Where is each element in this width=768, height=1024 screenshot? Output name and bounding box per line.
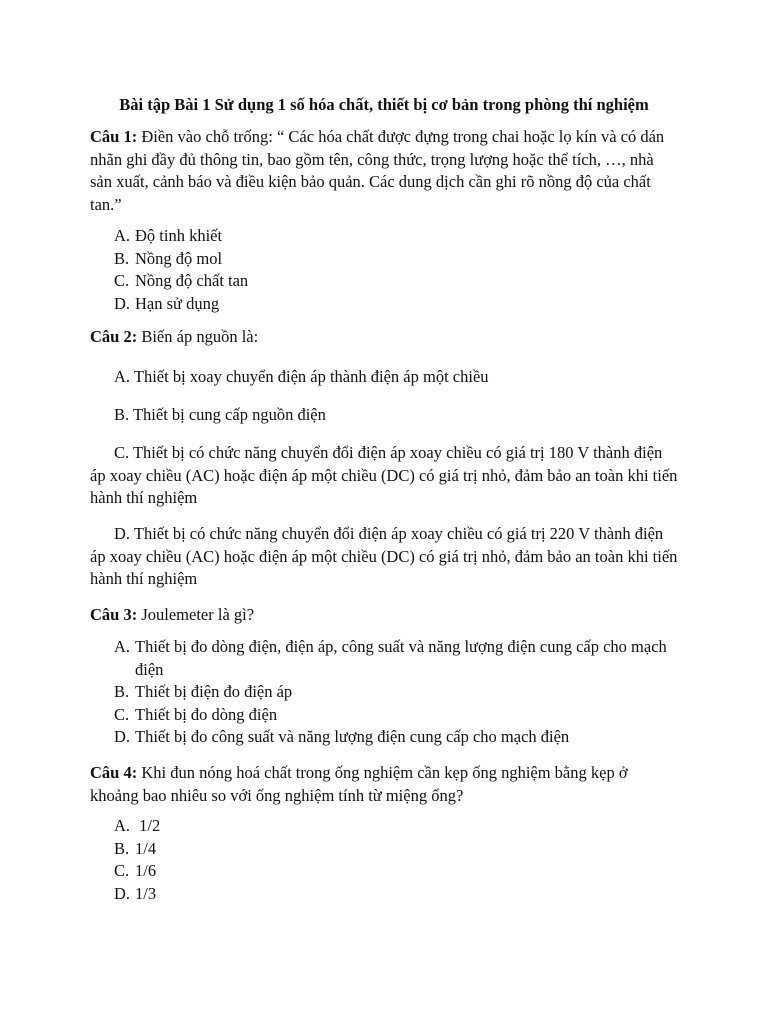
question-3-option-a: A. Thiết bị đo dòng điện, điện áp, công suất và năng lượng điện cung cấp cho mạch điện bbox=[114, 637, 667, 679]
question-4 bbox=[90, 762, 678, 807]
question-4-text: Khi đun nóng hoá chất trong ống nghiệm cần kẹp ống nghiệm bằng kẹp ở khoảng bao nhiêu so với ống nghiệm tính từ miệng ống? bbox=[90, 763, 628, 805]
question-2-option-c: C. Thiết bị có chức năng chuyển đổi điện áp xoay chiều có giá trị 180 V thành điện áp xoay chiều (AC) hoặc điện áp một chiều (DC) có giá trị nhỏ, đảm bảo an toàn khi tiến hành thí nghiệm bbox=[90, 443, 678, 507]
question-3-option-b: B. Thiết bị điện đo điện áp bbox=[114, 682, 293, 701]
question-3 bbox=[90, 604, 678, 627]
question-2-label: Câu 2: bbox=[90, 327, 138, 346]
question-2-text: Biến áp nguồn là: bbox=[137, 327, 259, 346]
question-2-option-b: B. Thiết bị cung cấp nguồn điện bbox=[114, 405, 326, 424]
question-1-text: Điền vào chỗ trống: “ Các hóa chất được đựng trong chai hoặc lọ kín và có dán nhãn ghi đầy đủ thông tin, bao gồm tên, công thức, trọng lượng hoặc thể tích, …, nhà sản xuất, cảnh báo và điều kiện bảo quản. Các dung dịch cần ghi rõ nồng độ của chất tan.” bbox=[90, 127, 665, 214]
question-4-option-d: D. 1/3 bbox=[114, 883, 157, 903]
question-3-options bbox=[114, 636, 674, 749]
question-3-option-c: C. Thiết bị đo dòng điện bbox=[114, 704, 278, 724]
question-1-option-c: C. Nồng độ chất tan bbox=[114, 271, 249, 290]
question-1 bbox=[90, 126, 678, 216]
page-title: Bài tập Bài 1 Sử dụng 1 số hóa chất, thiết bị cơ bản trong phòng thí nghiệm bbox=[119, 95, 649, 114]
question-4-option-b: B. 1/4 bbox=[114, 838, 157, 858]
question-1-option-d: D. Hạn sử dụng bbox=[114, 293, 220, 313]
question-1-option-a: A. Độ tinh khiết bbox=[114, 226, 223, 245]
question-3-label: Câu 3: bbox=[90, 605, 138, 624]
question-1-option-b: B. Nồng độ mol bbox=[114, 248, 223, 268]
question-4-options bbox=[114, 815, 674, 905]
question-3-option-d: D. Thiết bị đo công suất và năng lượng điện cung cấp cho mạch điện bbox=[114, 727, 570, 746]
question-3-text: Joulemeter là gì? bbox=[137, 605, 255, 624]
question-4-label: Câu 4: bbox=[90, 763, 138, 782]
question-1-label: Câu 1: bbox=[90, 127, 138, 146]
question-4-option-c: C. 1/6 bbox=[114, 861, 157, 880]
question-2-option-a: A. Thiết bị xoay chuyển điện áp thành điện áp một chiều bbox=[114, 367, 489, 386]
question-1-options bbox=[114, 225, 674, 315]
question-2-option-d: D. Thiết bị có chức năng chuyển đổi điện áp xoay chiều có giá trị 220 V thành điện áp xoay chiều (AC) hoặc điện áp một chiều (DC) có giá trị nhỏ, đảm bảo an toàn khi tiến hành thí nghiệm bbox=[90, 524, 678, 588]
question-2 bbox=[90, 326, 678, 349]
question-4-option-a: A. 1/2 bbox=[114, 816, 161, 835]
